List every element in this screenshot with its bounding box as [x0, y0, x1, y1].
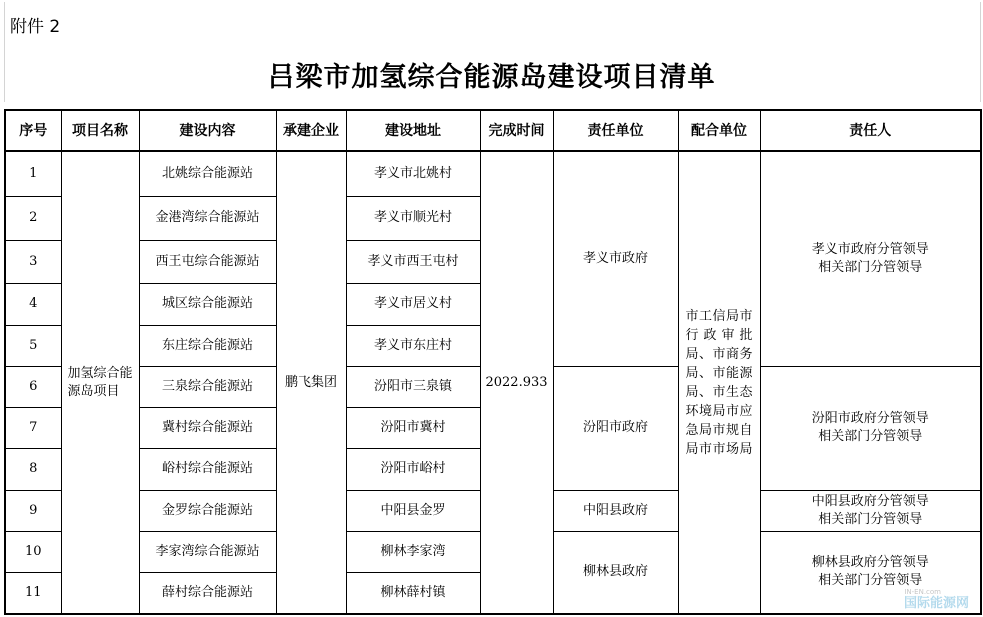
person-line: 相关部门分管领导: [818, 429, 923, 444]
header-cell: 完成时间: [480, 110, 553, 151]
header-cell: 建设内容: [139, 110, 276, 151]
address-cell: 汾阳市冀村: [346, 407, 480, 448]
attachment-label: 附件 2: [10, 17, 61, 37]
content-cell: 三泉综合能源站: [139, 366, 276, 407]
person-line: 汾阳市政府分管领导: [811, 411, 929, 426]
address-cell: 柳林李家湾: [346, 531, 480, 572]
table-row: [5, 151, 981, 196]
address-cell: 中阳县金罗: [346, 490, 480, 531]
row-number: 1: [5, 151, 61, 196]
header-cell: 配合单位: [678, 110, 760, 151]
row-number: 9: [5, 490, 61, 531]
address-cell: 汾阳市峪村: [346, 448, 480, 490]
content-cell: 金罗综合能源站: [139, 490, 276, 531]
address-cell: 孝义市东庄村: [346, 325, 480, 366]
row-number: 3: [5, 240, 61, 283]
responsible-person-cell: [760, 151, 981, 366]
content-cell: 城区综合能源站: [139, 283, 276, 325]
header-cell: 序号: [5, 110, 61, 151]
responsible-unit-cell: 汾阳市政府: [553, 366, 678, 490]
header-cell: 项目名称: [61, 110, 139, 151]
watermark: [839, 587, 969, 611]
watermark-domain: IN-EN.com: [904, 588, 941, 596]
responsible-person-cell: [760, 366, 981, 490]
content-cell: 西王屯综合能源站: [139, 240, 276, 283]
responsible-unit-cell: 柳林县政府: [553, 531, 678, 614]
company-cell: 鹏飞集团: [276, 151, 346, 614]
content-cell: 冀村综合能源站: [139, 407, 276, 448]
row-number: 5: [5, 325, 61, 366]
table-header-row: [5, 110, 981, 151]
row-number: 8: [5, 448, 61, 490]
project-table: [4, 109, 982, 615]
responsible-person-cell: [760, 490, 981, 531]
row-number: 11: [5, 572, 61, 614]
content-cell: 峪村综合能源站: [139, 448, 276, 490]
address-cell: 孝义市顺光村: [346, 196, 480, 240]
page-title: 吕梁市加氢综合能源岛建设项目清单: [267, 62, 716, 93]
cooperating-units-cell: 市工信局市行政审批局、市商务局、市能源局、市生态环境局市应急局市规自局市市场局: [678, 151, 760, 614]
header-cell: 责任单位: [553, 110, 678, 151]
address-cell: 柳林薛村镇: [346, 572, 480, 614]
content-cell: 东庄综合能源站: [139, 325, 276, 366]
person-line: 相关部门分管领导: [818, 573, 923, 589]
responsible-unit-cell: 中阳县政府: [553, 490, 678, 531]
project-name-cell: 加氢综合能源岛项目: [61, 151, 139, 614]
content-cell: 金港湾综合能源站: [139, 196, 276, 240]
row-number: 2: [5, 196, 61, 240]
header-cell: 承建企业: [276, 110, 346, 151]
header-cell: 责任人: [760, 110, 981, 151]
address-cell: 孝义市居义村: [346, 283, 480, 325]
responsible-unit-cell: 孝义市政府: [553, 151, 678, 366]
row-number: 7: [5, 407, 61, 448]
header-cell: 建设地址: [346, 110, 480, 151]
person-line: 孝义市政府分管领导: [811, 241, 929, 257]
row-number: 4: [5, 283, 61, 325]
content-cell: 李家湾综合能源站: [139, 531, 276, 572]
content-cell: 薛村综合能源站: [139, 572, 276, 614]
watermark-brand: 国际能源网: [903, 596, 969, 611]
person-line: 中阳县政府分管领导: [811, 493, 929, 509]
address-cell: 孝义市西王屯村: [346, 240, 480, 283]
address-cell: 汾阳市三泉镇: [346, 366, 480, 407]
row-number: 10: [5, 531, 61, 572]
row-number: 6: [5, 366, 61, 407]
person-line: 相关部门分管领导: [818, 511, 923, 527]
person-line: 相关部门分管领导: [818, 259, 923, 275]
address-cell: 孝义市北姚村: [346, 151, 480, 196]
person-line: 柳林县政府分管领导: [811, 555, 929, 571]
completion-time-cell: 2022.933: [480, 151, 553, 614]
content-cell: 北姚综合能源站: [139, 151, 276, 196]
